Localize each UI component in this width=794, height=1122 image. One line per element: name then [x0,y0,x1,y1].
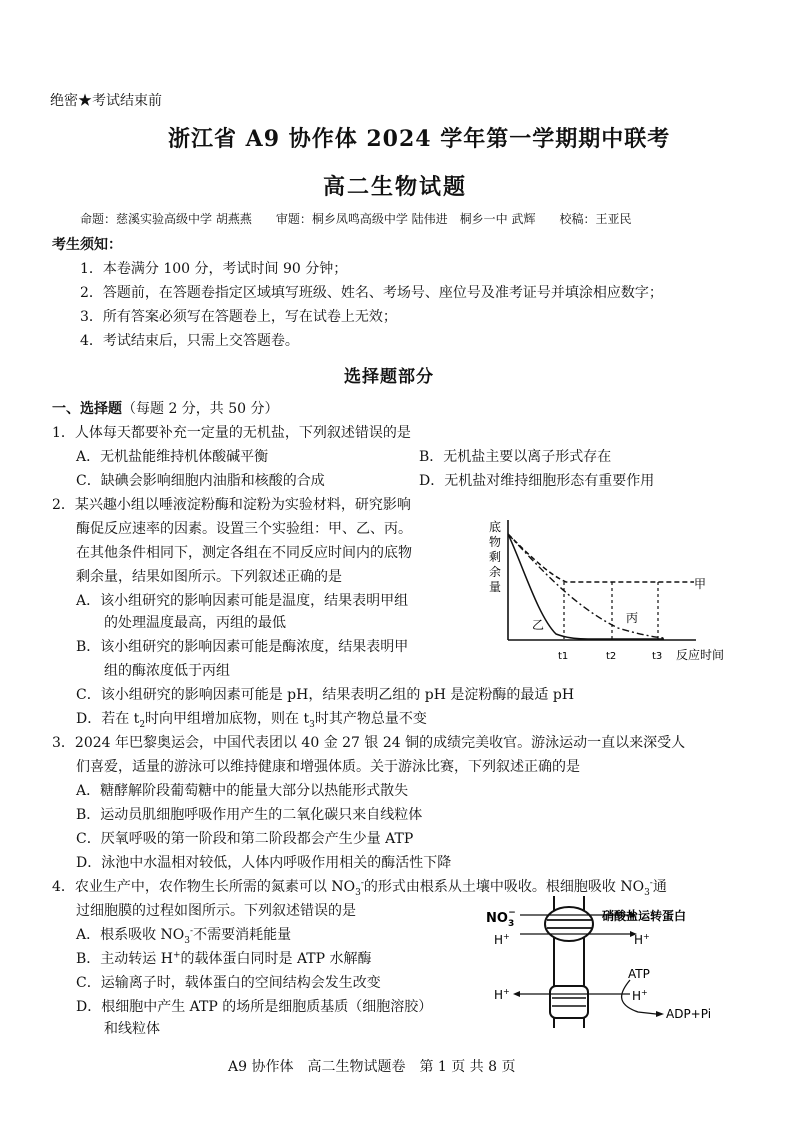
q4-option-a [76,924,291,946]
graph-ylabel-char: 剩 [489,550,502,564]
notice-heading: 考生须知： [52,237,122,253]
q2-d-text: 时向甲组增加底物，则在 t [145,711,310,727]
label-h-left-bottom: H+ [494,987,510,1002]
q2-d-text: D．若在 t [76,711,140,727]
q2-option-b-line1: B．该小组研究的影响因素可能是酶浓度，结果表明甲 [76,639,409,655]
section-heading [52,398,279,418]
q4-option-d-line2: 和线粒体 [104,1021,160,1037]
graph-tick-t3: t3 [652,651,663,662]
q2-option-a-line1: A．该小组研究的影响因素可能是温度，结果表明甲组 [76,593,409,609]
graph-label-jia: 甲 [694,577,707,591]
graph-curve-jia [508,534,694,582]
q3-option-c: C．厌氧呼吸的第一阶段和第二阶段都会产生少量 ATP [76,831,414,847]
q1-option-a: A．无机盐能维持机体酸碱平衡 [76,449,269,465]
q2-option-b-line2: 组的酶浓度低于丙组 [104,663,230,679]
q1-option-d: D．无机盐对维持细胞形态有重要作用 [419,473,655,489]
exam-title: 浙江省 A9 协作体 2024 学年第一学期期中联考 [168,126,671,152]
arrow-head [656,1011,664,1017]
notice-item: 1．本卷满分 100 分，考试时间 90 分钟； [80,261,348,277]
q2-stem-line2: 酶促反应速率的因素。设置三个实验组：甲、乙、丙。 [76,521,412,537]
q4-sub: 3 [184,935,191,946]
q4-a-text: A．根系吸收 NO [76,927,185,943]
graph-xlabel: 反应时间 [676,648,725,662]
q4-option-c: C．运输离子时，载体蛋白的空间结构会发生改变 [76,975,381,991]
graph-label-bing: 丙 [626,611,639,625]
graph-ylabel-char: 余 [489,565,502,579]
nitrate-transporter [545,907,593,941]
q3-option-a: A．糖酵解阶段葡萄糖中的能量大部分以热能形式散失 [76,783,409,799]
q4-transport-diagram [480,892,740,1032]
q4-stem-text: 通 [652,879,667,895]
notice-item: 2．答题前，在答题卷指定区域填写班级、姓名、考场号、座位号及准考证号并填涂相应数字； [80,285,663,301]
q2-stem-line4: 剩余量，结果如图所示。下列叙述正确的是 [76,569,342,585]
label-adp: ADP+Pi [666,1007,712,1021]
q4-stem-line2: 过细胞膜的过程如图所示。下列叙述错误的是 [76,903,356,919]
q4-b-text: 的载体蛋白同时是 ATP 水解酶 [180,951,372,967]
q4-sub: 3 [644,887,650,898]
notice-item: 4．考试结束后，只需上交答题卷。 [80,333,299,349]
q1-stem: 1．人体每天都要补充一定量的无机盐，下列叙述错误的是 [52,425,411,441]
q2-option-c: C．该小组研究的影响因素可能是 pH，结果表明乙组的 pH 是淀粉酶的最适 pH [76,687,575,703]
q4-sub: 3 [355,887,361,898]
q2-option-d [76,708,427,730]
label-h-left-top: H+ [494,932,510,947]
q2-stem-line3: 在其他条件相同下，测定各组在不同反应时间内的底物 [76,545,412,561]
section-title: 选择题部分 [344,367,434,387]
proton-pump [550,986,588,1018]
label-h-right-top: H+ [634,932,650,947]
arrow-head [513,991,520,997]
q4-sup: + [172,950,181,961]
label-no3: $NO_3-$ [486,908,516,929]
q3-stem-line1: 3．2024 年巴黎奥运会，中国代表团以 40 金 27 银 24 铜的成绩完美收官。游泳运动一直以来深受人 [52,735,686,751]
q2-substrate-graph [478,516,738,666]
graph-ylabel-char: 物 [489,535,502,549]
section-heading-label: 一、选择题 [52,401,122,417]
label-atp: ATP [628,967,650,981]
q4-b-text: B．主动转运 H [76,951,173,967]
graph-tick-t1: t1 [558,651,569,662]
graph-ylabel-char: 底 [489,520,502,534]
q4-stem-text: 的形式由根系从土壤中吸收。根细胞吸收 NO [363,879,645,895]
confidential-mark: 绝密★考试结束前 [50,93,162,109]
graph-tick-t2: t2 [606,651,617,662]
q2-d-text: 时其产物总量不变 [314,711,427,727]
q1-option-c: C．缺碘会影响细胞内油脂和核酸的合成 [76,473,325,489]
q4-sup: - [649,878,653,889]
q4-stem-text: 4．农业生产中，农作物生长所需的氮素可以 NO [52,879,356,895]
credits-line: 命题：慈溪实验高级中学 胡燕燕 审题：桐乡凤鸣高级中学 陆伟进 桐乡一中 武辉 校稿：王亚民 [80,212,632,226]
subject-title: 高二生物试题 [323,174,468,200]
graph-label-yi: 乙 [532,618,545,632]
q2-option-a-line2: 的处理温度最高，丙组的最低 [104,615,286,631]
q3-option-d: D．泳池中水温相对较低，人体内呼吸作用相关的酶活性下降 [76,855,452,871]
q3-option-b: B．运动员肌细胞呼吸作用产生的二氧化碳只来自线粒体 [76,807,423,823]
q2-d-sub: 2 [139,719,146,730]
section-heading-note: （每题 2 分，共 50 分） [122,401,279,417]
q4-sup: - [360,878,364,889]
q2-d-sub: 3 [309,719,315,730]
q3-stem-line2: 们喜爱，适量的游泳可以维持健康和增强体质。关于游泳比赛，下列叙述正确的是 [76,759,580,775]
page-footer: A9 协作体 高二生物试题卷 第 1 页 共 8 页 [228,1059,516,1075]
q4-a-text: 不需要消耗能量 [193,927,292,943]
label-transporter: 硝酸盐运转蛋白 [602,909,687,923]
q1-option-b: B．无机盐主要以离子形式存在 [419,449,612,465]
q4-option-d-line1: D．根细胞中产生 ATP 的场所是细胞质基质（细胞溶胶） [76,999,433,1015]
label-h-right-mid: H+ [632,988,648,1003]
q4-sup: - [190,926,194,937]
q4-option-b [76,948,372,968]
q2-stem-line1: 2．某兴趣小组以唾液淀粉酶和淀粉为实验材料，研究影响 [52,497,411,513]
graph-ylabel-char: 量 [489,580,502,594]
notice-item: 3．所有答案必须写在答题卷上，写在试卷上无效； [80,309,397,325]
